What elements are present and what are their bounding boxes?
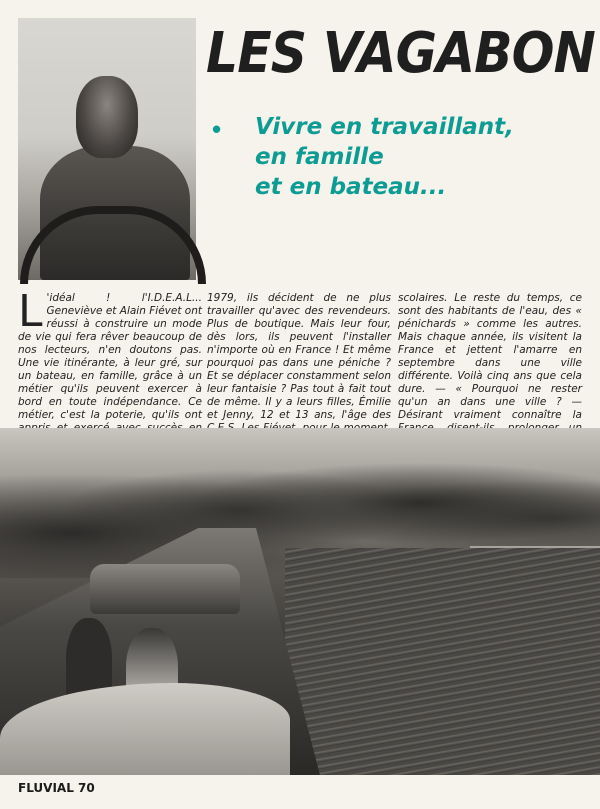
- text-column-1: [18, 286, 202, 422]
- portrait-photo: [18, 18, 196, 280]
- drop-cap: L: [18, 286, 43, 337]
- page-folio: FLUVIAL 70: [18, 781, 95, 795]
- column-1-text: 'idéal ! l'I.D.E.A.L... Geneviève et Alain Fiévet ont réussi à construire un mode de vie qui fera rêver beaucoup de nos lecteurs, n'en doutons pas. Une vie itinérante, à leur gré, sur un bateau, en famille, grâce à un métier qu'ils peuvent exercer à bord en toute indépendance. Ce métier, c'est la poterie, qu'ils ont: [18, 292, 202, 421]
- subtitle-bullet: •: [212, 114, 222, 144]
- subtitle-line-3: et en bateau...: [255, 174, 447, 200]
- canal-water: [285, 548, 600, 775]
- article-subtitle: [255, 112, 514, 202]
- barge-photo: [0, 428, 600, 775]
- text-column-3: scolaires. Le reste du temps, ce sont des habitants de l'eau, des « pénichards » comme les autres. Mais chaque année, ils visitent la France et jettent l'amarre en septembre dans une ville différente. Voilà cinq ans que cela dure. — « Pourquoi ne rester qu'un an dans une ville ? — Désirant vraiment connaître la: [398, 292, 582, 421]
- article-title: LES VAGABON: [206, 21, 595, 86]
- man-head: [76, 76, 138, 158]
- text-column-2: 1979, ils décident de ne plus travailler qu'avec des revendeurs. Plus de boutique. Mais leur four, dès lors, ils peuvent l'installer n'importe où en France ! Et même pourquoi pas dans une péniche ? Et se déplacer constamment selon leur fantaisie ? Pas tout à fait tout de même. Il y a leurs filles, Émilie et Jenny, 12 et 13 ans, l'âge des: [207, 292, 391, 421]
- subtitle-line-1: Vivre en travaillant,: [255, 114, 514, 140]
- car-on-deck: [90, 564, 240, 614]
- subtitle-line-2: en famille: [255, 144, 384, 170]
